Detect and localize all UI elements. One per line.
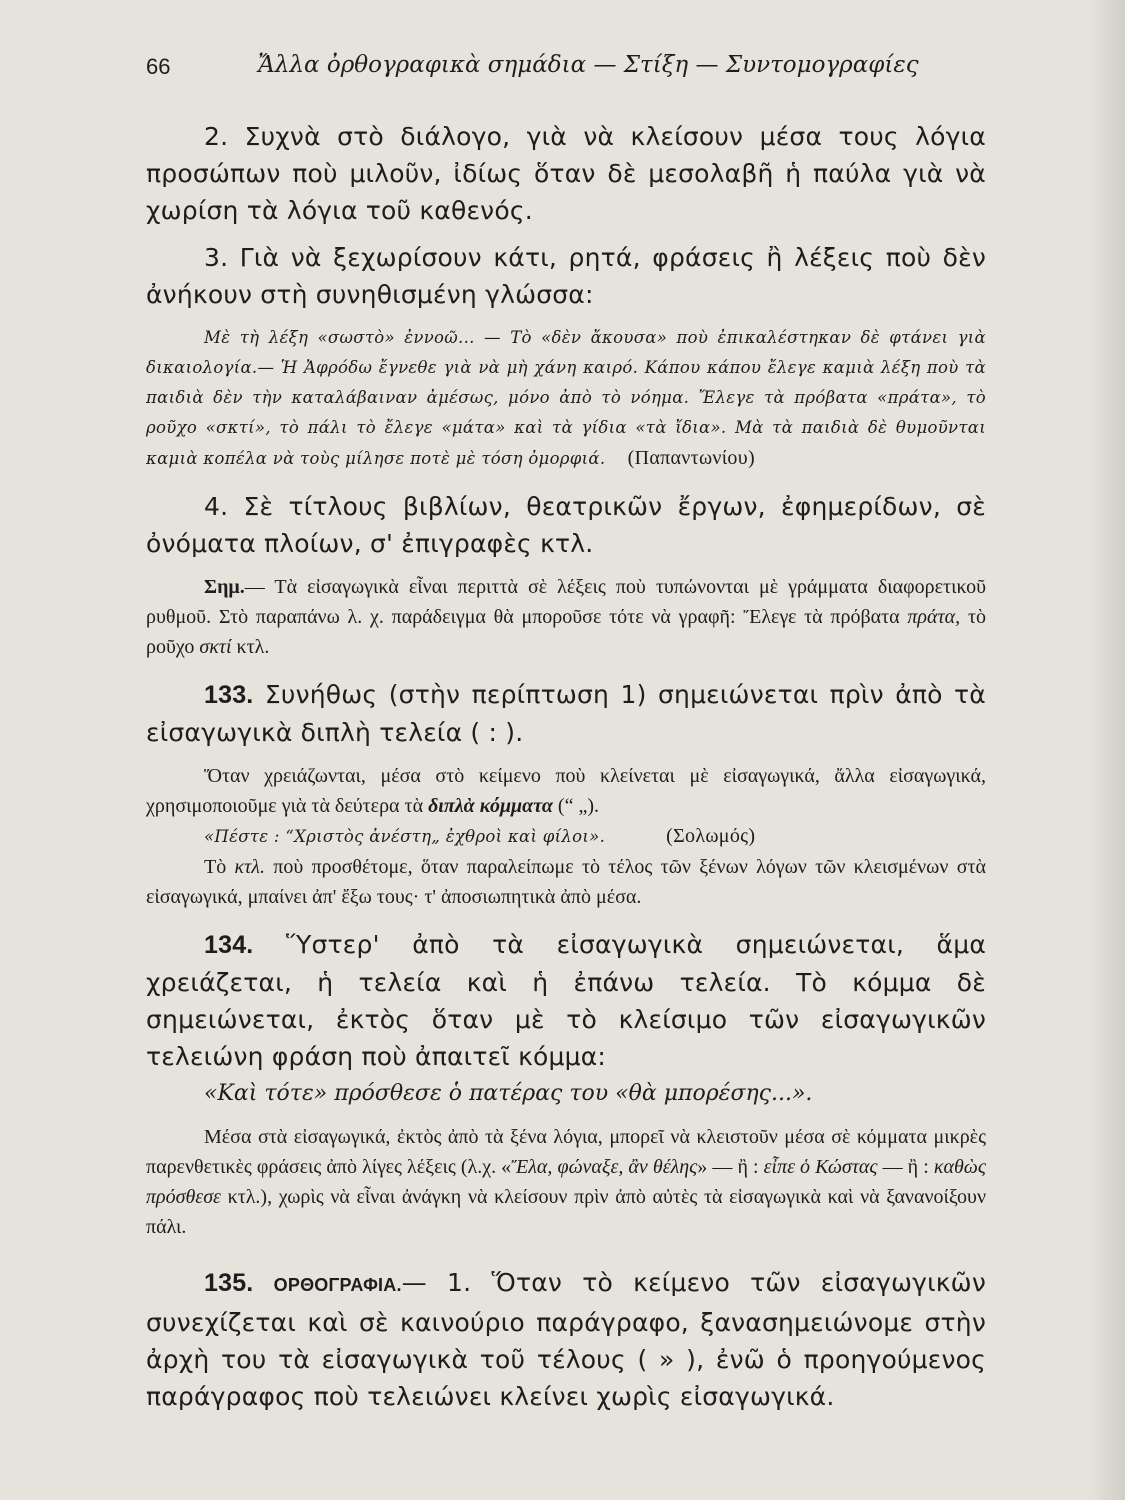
- paragraph-133-b-start: Τὸ: [204, 856, 235, 878]
- page-edge-shadow: [1091, 0, 1125, 1500]
- paragraph-item-2: 2. Συχνὰ στὸ διάλογο, γιὰ νὰ κλείσουν μέσα τους λόγια προσώπων ποὺ μιλοῦν, ἰδίως ὅταν δὲ μεσολαβῆ ἡ παύλα γιὰ νὰ χωρίση τὰ λόγια τοῦ καθενός.: [146, 122, 986, 225]
- note-word-1: πράτα,: [907, 606, 961, 628]
- note-paragraph: [146, 572, 986, 662]
- paragraph-134-b: [146, 1122, 986, 1242]
- paragraph-134-b-mid-2: — ἢ :: [877, 1156, 934, 1178]
- example-block-2: [146, 821, 986, 852]
- section-133-number: 133.: [204, 681, 254, 709]
- running-title: Ἄλλα ὀρθογραφικὰ σημάδια — Στίξη — Συντομογραφίες: [258, 52, 919, 78]
- paragraph-133-a-bold: διπλὰ κόμματα: [428, 795, 553, 817]
- section-133: [146, 676, 986, 751]
- note-middle: τὸ ροῦχο: [146, 606, 986, 658]
- page-body: [146, 118, 986, 1415]
- section-134: [146, 926, 986, 1075]
- note-text: — Τὰ εἰσαγωγικὰ εἶναι περιττὰ σὲ λέξεις ποὺ τυπώνονται μὲ γράμματα διαφορετικοῦ ρυθμοῦ. Στὸ παραπάνω λ. χ. παράδειγμα θὰ μποροῦσε τότε νὰ γραφῆ: Ἔλεγε τὰ πρόβατα: [146, 576, 986, 628]
- paragraph-133-b: [146, 852, 986, 912]
- note-label: Σημ.: [204, 576, 245, 598]
- section-135-number: 135.: [204, 1269, 254, 1297]
- section-135-label: ΟΡΘΟΓΡΑΦΙΑ.: [273, 1275, 402, 1295]
- example-2-source: (Σολωμός): [666, 825, 756, 847]
- paragraph-134-b-it-3: καθὼς πρόσθεσε: [146, 1156, 987, 1208]
- paragraph-134-b-end: κτλ.), χωρὶς νὰ εἶναι ἀνάγκη νὰ κλείσουν πρὶν ἀπὸ αὐτὲς τὰ εἰσαγωγικὰ καὶ νὰ ξανανοίξουν πάλι.: [146, 1186, 986, 1238]
- note-end: κτλ.: [231, 636, 270, 658]
- paragraph-133-a: [146, 761, 986, 821]
- paragraph-134-b-it-2: εἶπε ὁ Κώστας: [763, 1156, 878, 1178]
- paragraph-134-b-mid-1: » — ἢ :: [697, 1156, 764, 1178]
- section-133-text: Συνήθως (στὴν περίπτωση 1) σημειώνεται πρὶν ἀπὸ τὰ εἰσαγωγικὰ διπλὴ τελεία ( : ).: [146, 680, 986, 747]
- paragraph-134-b-text: Μέσα στὰ εἰσαγωγικά, ἐκτὸς ἀπὸ τὰ ξένα λόγια, μπορεῖ νὰ κλειστοῦν μέσα σὲ κόμματα μικρὲς παρενθετικὲς φράσεις ἀπὸ λίγες λέξεις (λ.χ. «: [146, 1126, 986, 1178]
- example-2-text: «Πέστε : “Χριστὸς ἀνέστη„ ἐχθροὶ καὶ φίλοι».: [204, 827, 606, 846]
- page-header: [146, 50, 1006, 90]
- paragraph-133-a-text: Ὅταν χρειάζωνται, μέσα στὸ κείμενο ποὺ κλείνεται μὲ εἰσαγωγικά, ἄλλα εἰσαγωγικά, χρησιμοποιοῦμε γιὰ τὰ δεύτερα τὰ: [146, 765, 986, 817]
- section-135: [146, 1264, 986, 1415]
- paragraph-item-3: 3. Γιὰ νὰ ξεχωρίσουν κάτι, ρητά, φράσεις ἢ λέξεις ποὺ δὲν ἀνήκουν στὴ συνηθισμένη γλώσσα:: [146, 243, 986, 309]
- section-135-text: — 1. Ὅταν τὸ κείμενο τῶν εἰσαγωγικῶν συνεχίζεται καὶ σὲ καινούριο παράγραφο, ξανασημειώνομε στὴν ἀρχὴ του τὰ εἰσαγωγικὰ τοῦ τέλους ( » ), ἐνῶ ὁ προηγούμενος παράγραφος ποὺ τελειώνει κλείνει χωρὶς εἰσαγωγικά.: [146, 1268, 986, 1411]
- paragraph-item-4: 4. Σὲ τίτλους βιβλίων, θεατρικῶν ἔργων, ἐφημερίδων, σὲ ὀνόματα πλοίων, σ' ἐπιγραφὲς κτλ.: [146, 492, 986, 558]
- example-1-text: Μὲ τὴ λέξη «σωστὸ» ἐννοῶ... — Τὸ «δὲν ἄκουσα» ποὺ ἐπικαλέστηκαν δὲ φτάνει γιὰ δικαιολογία.— Ἡ Ἀφρόδω ἔγνεθε γιὰ νὰ μὴ χάνη καιρό. Κάπου κάπου ἔλεγε καμιὰ λέξη ποὺ τὰ παιδιὰ δὲν τὴν καταλάβαιναν ἀμέσως, μόνο ἀπὸ τὸ νόημα. Ἔλεγε τὰ πρόβατα «πράτα», τὸ ροῦχο «σκτί», τὸ πάλι τὸ ἔλεγε «μάτα» καὶ τὰ γίδια «τὰ ἴδια». Μὰ τὰ παιδιὰ δὲ θυμοῦνται καμιὰ κοπέλα νὰ τοὺς μίλησε ποτὲ μὲ τόση ὀμορφιά.: [146, 328, 986, 468]
- section-134-text: Ὕστερ' ἀπὸ τὰ εἰσαγωγικὰ σημειώνεται, ἅμα χρειάζεται, ἡ τελεία καὶ ἡ ἐπάνω τελεία. Τὸ κόμμα δὲ σημειώνεται, ἐκτὸς ὅταν μὲ τὸ κλείσιμο τῶν εἰσαγωγικῶν τελειώνη φράση ποὺ ἀπαιτεῖ κόμμα:: [146, 930, 986, 1071]
- paragraph-134-b-it-1: Ἔλα, φώναξε, ἂν θέλης: [511, 1156, 698, 1178]
- example-block-1: [146, 323, 986, 474]
- example-block-3: «Καὶ τότε» πρόσθεσε ὁ πατέρας του «θὰ μπορέσης...».: [204, 1081, 813, 1106]
- example-1-source: (Παπαντωνίου): [627, 447, 755, 469]
- paragraph-133-b-text: ποὺ προσθέτομε, ὅταν παραλείπωμε τὸ τέλος τῶν ξένων λόγων τῶν κλεισμένων στὰ εἰσαγωγικά, μπαίνει ἀπ' ἔξω τους· τ' ἀποσιωπητικὰ ἀπὸ μέσα.: [146, 856, 986, 908]
- note-word-2: σκτί: [199, 636, 232, 658]
- paragraph-133-a-end: (“ „).: [552, 795, 599, 817]
- page-number: 66: [146, 54, 171, 79]
- section-134-number: 134.: [204, 931, 254, 959]
- paragraph-133-b-abbr: κτλ.: [234, 856, 265, 878]
